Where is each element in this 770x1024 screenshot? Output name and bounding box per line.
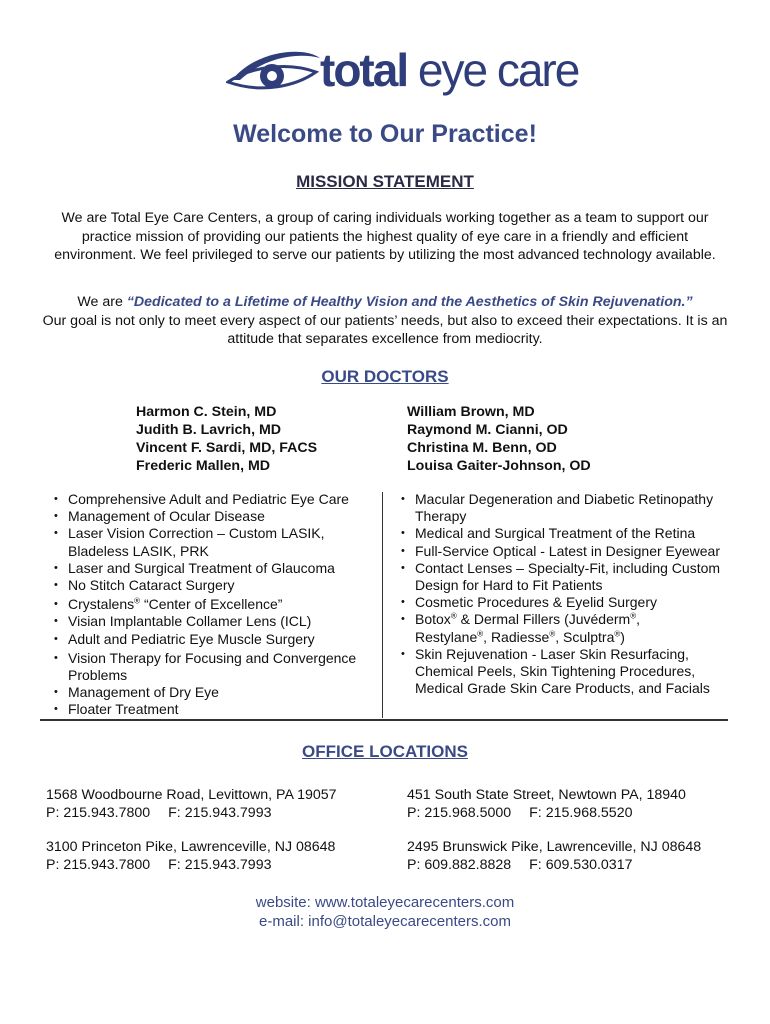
service-item: • Adult and Pediatric Eye Muscle Surgery (54, 631, 384, 648)
service-item: • Laser and Surgical Treatment of Glaucoma (54, 560, 384, 577)
section-divider (40, 719, 728, 721)
service-item: • Cosmetic Procedures & Eyelid Surgery (401, 594, 731, 611)
brand-logo (226, 40, 579, 104)
we-are-text: We are (77, 294, 127, 310)
service-item: • Full-Service Optical - Latest in Designer Eyewear (401, 543, 731, 560)
doctor-name: William Brown, MD (407, 404, 535, 420)
service-item: • Management of Dry Eye (54, 684, 384, 701)
email-link[interactable]: e-mail: info@totaleyecarecenters.com (259, 913, 511, 930)
office-phone: P: 215.968.5000 (407, 805, 512, 821)
doctor-list-right (407, 403, 591, 475)
office-address: 3100 Princeton Pike, Lawrenceville, NJ 08648 (46, 839, 336, 855)
website-link[interactable]: website: www.totaleyecarecenters.com (255, 894, 515, 911)
office-locations-heading: OFFICE LOCATIONS (302, 742, 468, 761)
service-item: • Crystalens® “Center of Excellence” (54, 596, 384, 613)
service-item: • Laser Vision Correction – Custom LASIK, Bladeless LASIK, PRK (54, 525, 384, 559)
service-item: • Macular Degeneration and Diabetic Retinopathy Therapy (401, 491, 731, 525)
office-location (46, 786, 337, 822)
office-location (407, 838, 701, 874)
office-phone: P: 215.943.7800 (46, 805, 151, 821)
eye-logo-icon (226, 42, 322, 102)
mission-goal (40, 293, 730, 349)
service-item: • Skin Rejuvenation - Laser Skin Resurfacing, Chemical Peels, Skin Tightening Procedures, Medical Grade Skin Care Products, and Facials (401, 646, 731, 698)
service-item: • No Stitch Cataract Surgery (54, 577, 384, 594)
mission-paragraph: We are Total Eye Care Centers, a group of caring individuals working together as a team to support our practice mission of providing our patients the highest quality of eye care in a friendly and efficient environment. We feel privileged to serve our patients by utilizing the most advanced technology available. (54, 210, 716, 263)
office-address: 451 South State Street, Newtown PA, 18940 (407, 787, 686, 803)
service-item: • Contact Lenses – Specialty-Fit, including Custom Design for Hard to Fit Patients (401, 560, 731, 594)
service-item: • Vision Therapy for Focusing and Convergence Problems (54, 650, 384, 684)
mission-statement-heading: MISSION STATEMENT (296, 172, 474, 191)
service-item: • Floater Treatment (54, 701, 384, 718)
office-fax: F: 215.943.7993 (168, 857, 272, 873)
doctor-list-left (136, 403, 317, 475)
page-title: Welcome to Our Practice! (233, 120, 537, 148)
goal-text: Our goal is not only to meet every aspect of our patients’ needs, but also to exceed their expectations. It is an attitude that separates excellence from mediocrity. (42, 312, 728, 347)
doctor-name: Judith B. Lavrich, MD (136, 422, 282, 438)
contact-info (0, 893, 770, 931)
doctor-name: Frederic Mallen, MD (136, 458, 271, 474)
office-fax: F: 215.943.7993 (168, 805, 272, 821)
office-fax: F: 215.968.5520 (529, 805, 633, 821)
our-doctors-heading: OUR DOCTORS (321, 367, 449, 386)
doctor-name: Raymond M. Cianni, OD (407, 422, 568, 438)
doctor-name: Louisa Gaiter-Johnson, OD (407, 458, 591, 474)
service-item: • Visian Implantable Collamer Lens (ICL) (54, 613, 384, 630)
office-fax: F: 609.530.0317 (529, 857, 633, 873)
doctor-name: Vincent F. Sardi, MD, FACS (136, 440, 318, 456)
doctor-name: Harmon C. Stein, MD (136, 404, 277, 420)
tagline: “Dedicated to a Lifetime of Healthy Vision and the Aesthetics of Skin Rejuvenation.” (126, 294, 693, 310)
services-list-left (54, 491, 384, 719)
office-location (46, 838, 335, 874)
service-item: • Botox® & Dermal Fillers (Juvéderm®, Restylane®, Radiesse®, Sculptra®) (401, 611, 731, 645)
office-phone: P: 609.882.8828 (407, 857, 512, 873)
column-divider (382, 492, 383, 718)
doctor-name: Christina M. Benn, OD (407, 440, 557, 456)
office-address: 2495 Brunswick Pike, Lawrenceville, NJ 08648 (407, 839, 702, 855)
brand-name: total eye care (320, 44, 579, 96)
service-item: • Medical and Surgical Treatment of the Retina (401, 525, 731, 542)
service-item: • Management of Ocular Disease (54, 508, 384, 525)
office-location (407, 786, 686, 822)
service-item: • Comprehensive Adult and Pediatric Eye Care (54, 491, 384, 508)
office-address: 1568 Woodbourne Road, Levittown, PA 19057 (46, 787, 337, 803)
office-phone: P: 215.943.7800 (46, 857, 151, 873)
services-list-right (401, 491, 731, 697)
